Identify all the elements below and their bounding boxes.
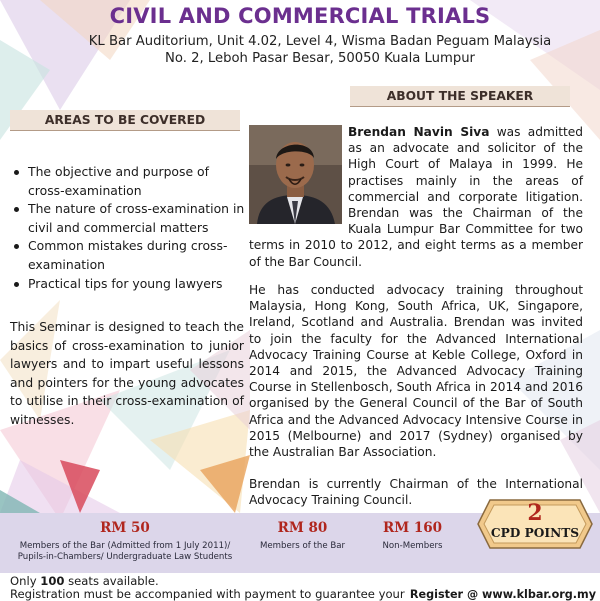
about-speaker-heading: ABOUT THE SPEAKER (350, 86, 570, 107)
fee-price: RM 80 (277, 520, 328, 536)
fee-bar-members (255, 520, 350, 552)
fee-non-members (360, 520, 465, 552)
register-link[interactable]: Register @ www.klbar.org.my (409, 588, 596, 601)
cpd-points-number: 2 (527, 500, 543, 526)
fee-bar-young-members (0, 520, 250, 563)
fee-price: RM 160 (382, 520, 443, 536)
speaker-bio-paragraph-3: Brendan is currently Chairman of the International Advocacy Training Council. (249, 477, 583, 508)
fee-label: Non-Members (382, 541, 443, 551)
speaker-bio-text-1: was admitted as an advocate and solicitor of the High Court of Malaya in 1999. He practises mainly in the areas of commercial and corporate litigation. Brendan was the Chairman of the Kuala Lumpur Bar Committee for two terms in 2010 to 2012, and eight terms as a member of the Bar Council. (249, 125, 583, 269)
speaker-name: Brendan Navin Siva (348, 125, 490, 139)
seats-count: 100 (40, 574, 65, 588)
list-item: The nature of cross-examination in civil and commercial matters (12, 200, 248, 237)
seats-suffix: seats available. (64, 574, 159, 588)
speaker-bio-paragraph-1 (249, 124, 583, 270)
areas-covered-heading: AREAS TO BE COVERED (10, 110, 240, 131)
fee-price: RM 50 (100, 520, 150, 536)
venue-address (60, 33, 580, 67)
venue-line-2: No. 2, Leboh Pasar Besar, 50050 Kuala Lumpur (165, 51, 475, 66)
list-item: Common mistakes during cross-examination (12, 237, 248, 274)
venue-line-1: KL Bar Auditorium, Unit 4.02, Level 4, Wisma Badan Peguam Malaysia (88, 34, 552, 49)
fee-label-line-1: Members of the Bar (Admitted from 1 July 2011)/ (19, 541, 231, 551)
cpd-points-label: CPD POINTS (490, 526, 580, 540)
areas-covered-list (12, 163, 248, 293)
speaker-bio-paragraph-2: He has conducted advocacy training throughout Malaysia, Hong Kong, South Africa, UK, Singapore, Ireland, Scotland and Australia. Brendan was invited to join the faculty for the Advanced International Advocacy Training Course at Keble College, Oxford in 2014 and 2015, the Advanced Advocacy Training Course in Stellenbosch, South Africa in 2014 and 2016 organised by the General Council of the Bar of South Africa and the Advanced Advocacy Intensive Course in 2015 (Melbourne) and 2017 (Sydney) organised by the Australian Bar Association. (249, 283, 583, 460)
event-title: CIVIL AND COMMERCIAL TRIALS (109, 4, 491, 28)
seminar-description: This Seminar is designed to teach the basics of cross-examination to junior lawyers and to impart useful lessons and pointers for the young advocates to utilise in their cross-examination of witnesses. (10, 320, 244, 427)
seats-prefix: Only (10, 574, 41, 588)
seats-notice (10, 575, 430, 601)
fee-label-line-2: Pupils-in-Chambers/ Undergraduate Law Students (17, 552, 233, 562)
fee-label: Members of the Bar (259, 541, 346, 551)
list-item: The objective and purpose of cross-examination (12, 163, 248, 200)
fee-label (0, 541, 250, 563)
list-item: Practical tips for young lawyers (12, 275, 248, 294)
registration-note: Registration must be accompanied with payment to guarantee your (10, 587, 405, 601)
